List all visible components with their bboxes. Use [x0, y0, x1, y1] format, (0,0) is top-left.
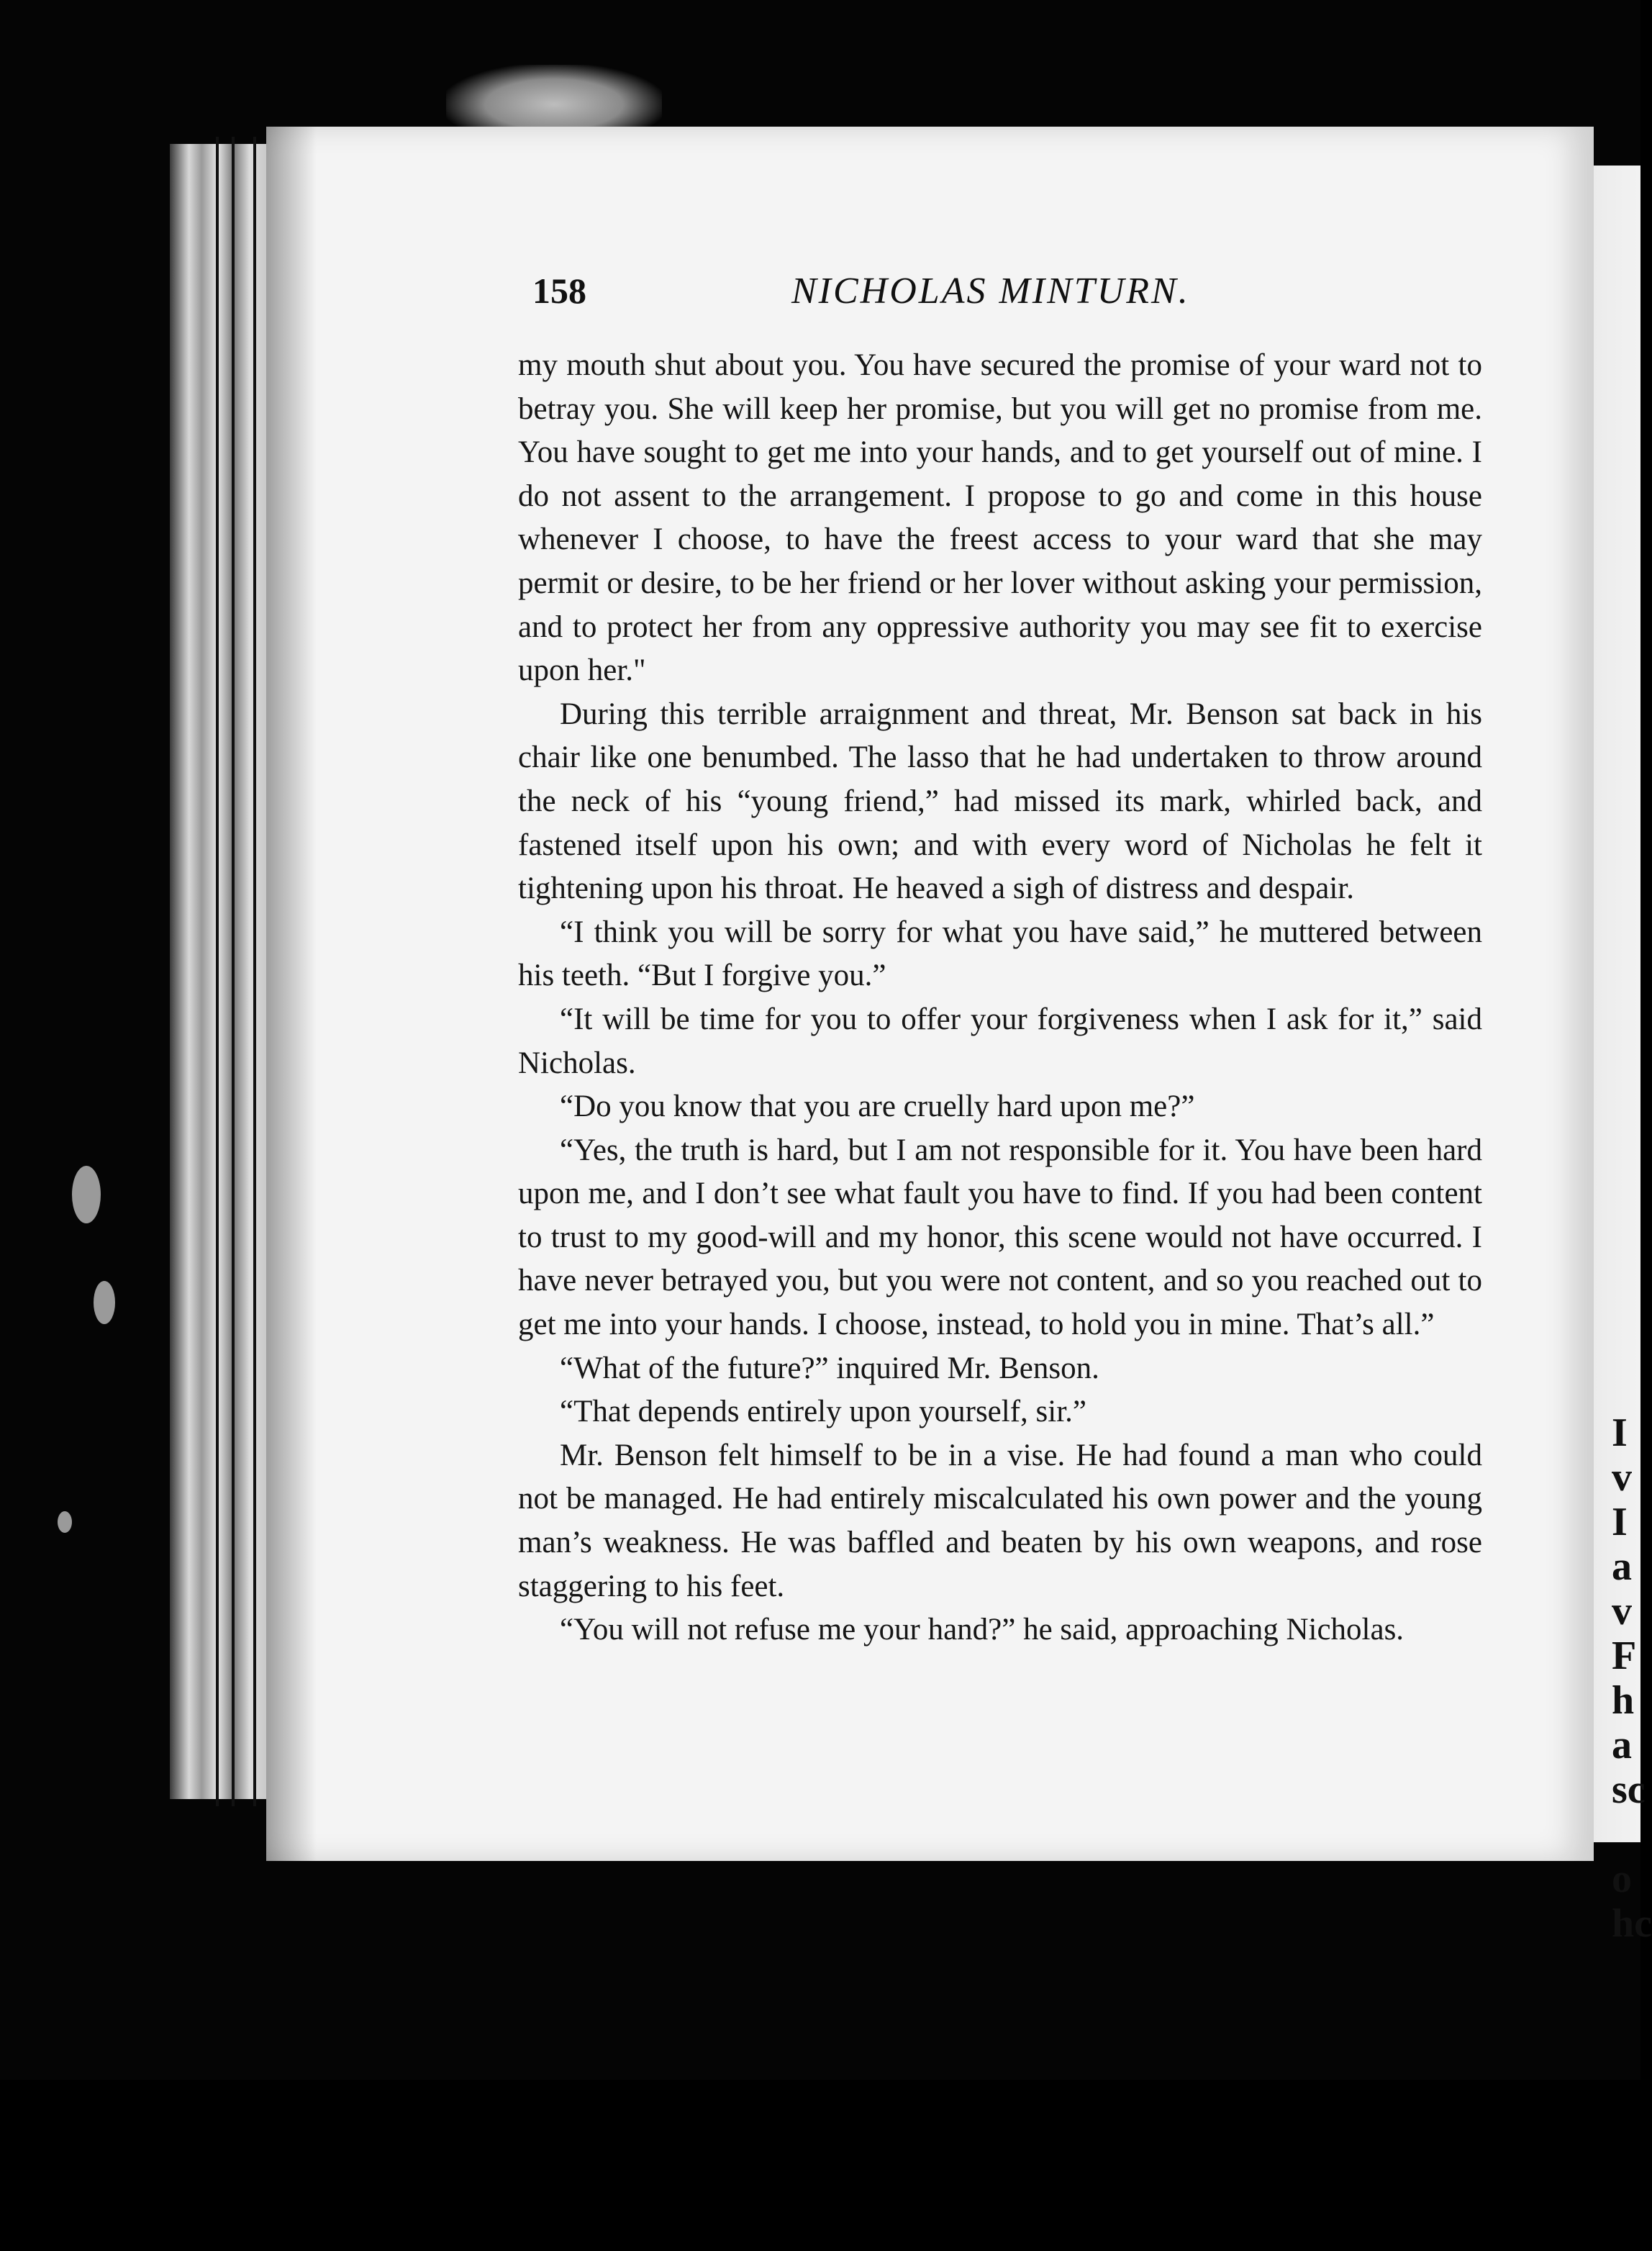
scan-speck: [94, 1281, 115, 1324]
facing-page-letter: sc: [1612, 1767, 1646, 1812]
facing-page-letter: o: [1612, 1857, 1632, 1901]
facing-page-letter: F: [1612, 1634, 1637, 1678]
gutter-shadow: [266, 127, 317, 1861]
facing-page-letter: hc: [1612, 1901, 1652, 1946]
paragraph: “That depends entirely upon yourself, sir.”: [560, 1395, 1086, 1429]
paragraph: “Yes, the truth is hard, but I am not responsible for it. You have been hard upon me, and I don’t see what fault you have to find. If you had been content to trust to my good-will and my honor, this scene would not have occurred. I have never betrayed you, but you were not content, and so you reached out to get me into your hands. I choose, instead, to hold you in mine. That’s all.”: [518, 1133, 1482, 1342]
paragraph: “Do you know that you are cruelly hard upon me?”: [560, 1090, 1195, 1124]
page-body: [518, 344, 1482, 1652]
facing-page-letter: I: [1612, 1500, 1628, 1544]
book-page-edges: [170, 144, 276, 1799]
scan-border: [0, 2080, 1640, 2251]
facing-page-fragment: [1612, 1410, 1652, 1946]
paragraph: Mr. Benson felt himself to be in a vise. He had found a man who could not be managed. He had entirely miscalculated his own power and the young man’s weakness. He was baffled and beaten by his own weapons, and rose staggering to his feet.: [518, 1438, 1482, 1603]
page-header: [532, 270, 1489, 327]
paragraph: “I think you will be sorry for what you have said,” he muttered between his teeth. “But I forgive you.”: [518, 915, 1482, 993]
paragraph: “What of the future?” inquired Mr. Benson.: [560, 1351, 1099, 1385]
facing-page-letter: v: [1612, 1589, 1632, 1634]
page-number: 158: [532, 271, 586, 311]
paragraph: During this terrible arraignment and threat, Mr. Benson sat back in his chair like one benumbed. The lasso that he had undertaken to throw around the neck of his “young friend,” had missed its mark, whirled back, and fastened itself upon his own; and with every word of Nicholas he felt it tightening upon his throat. He heaved a sigh of distress and despair.: [518, 697, 1482, 906]
scan-speck: [72, 1166, 101, 1223]
paragraph: my mouth shut about you. You have secured the promise of your ward not to betray you. She will keep her promise, but you will get no promise from me. You have sought to get me into your hands, and to get yourself out of mine. I do not assent to the arrangement. I propose to go and come in this house whenever I choose, to have the freest access to your ward that she may permit or desire, to be her friend or her lover without asking your permission, and to protect her from any oppressive authority you may see fit to exercise upon her.": [518, 348, 1482, 688]
page-edge-line: [232, 137, 235, 1806]
scan-speck: [58, 1511, 72, 1533]
facing-page-letter: I: [1612, 1410, 1628, 1455]
page-edge-line: [216, 137, 219, 1806]
facing-page-letter: [1612, 1812, 1640, 1857]
paragraph: “It will be time for you to offer your forgiveness when I ask for it,” said Nicholas.: [518, 1002, 1482, 1080]
facing-page-letter: a: [1612, 1544, 1632, 1589]
facing-page-letter: v: [1612, 1455, 1632, 1500]
running-title: NICHOLAS MINTURN.: [791, 271, 1190, 312]
paragraph: “You will not refuse me your hand?” he said, approaching Nicholas.: [560, 1613, 1404, 1647]
facing-page-letter: a: [1612, 1723, 1632, 1767]
page-edge-line: [253, 137, 256, 1806]
facing-page-letter: h: [1612, 1678, 1635, 1723]
